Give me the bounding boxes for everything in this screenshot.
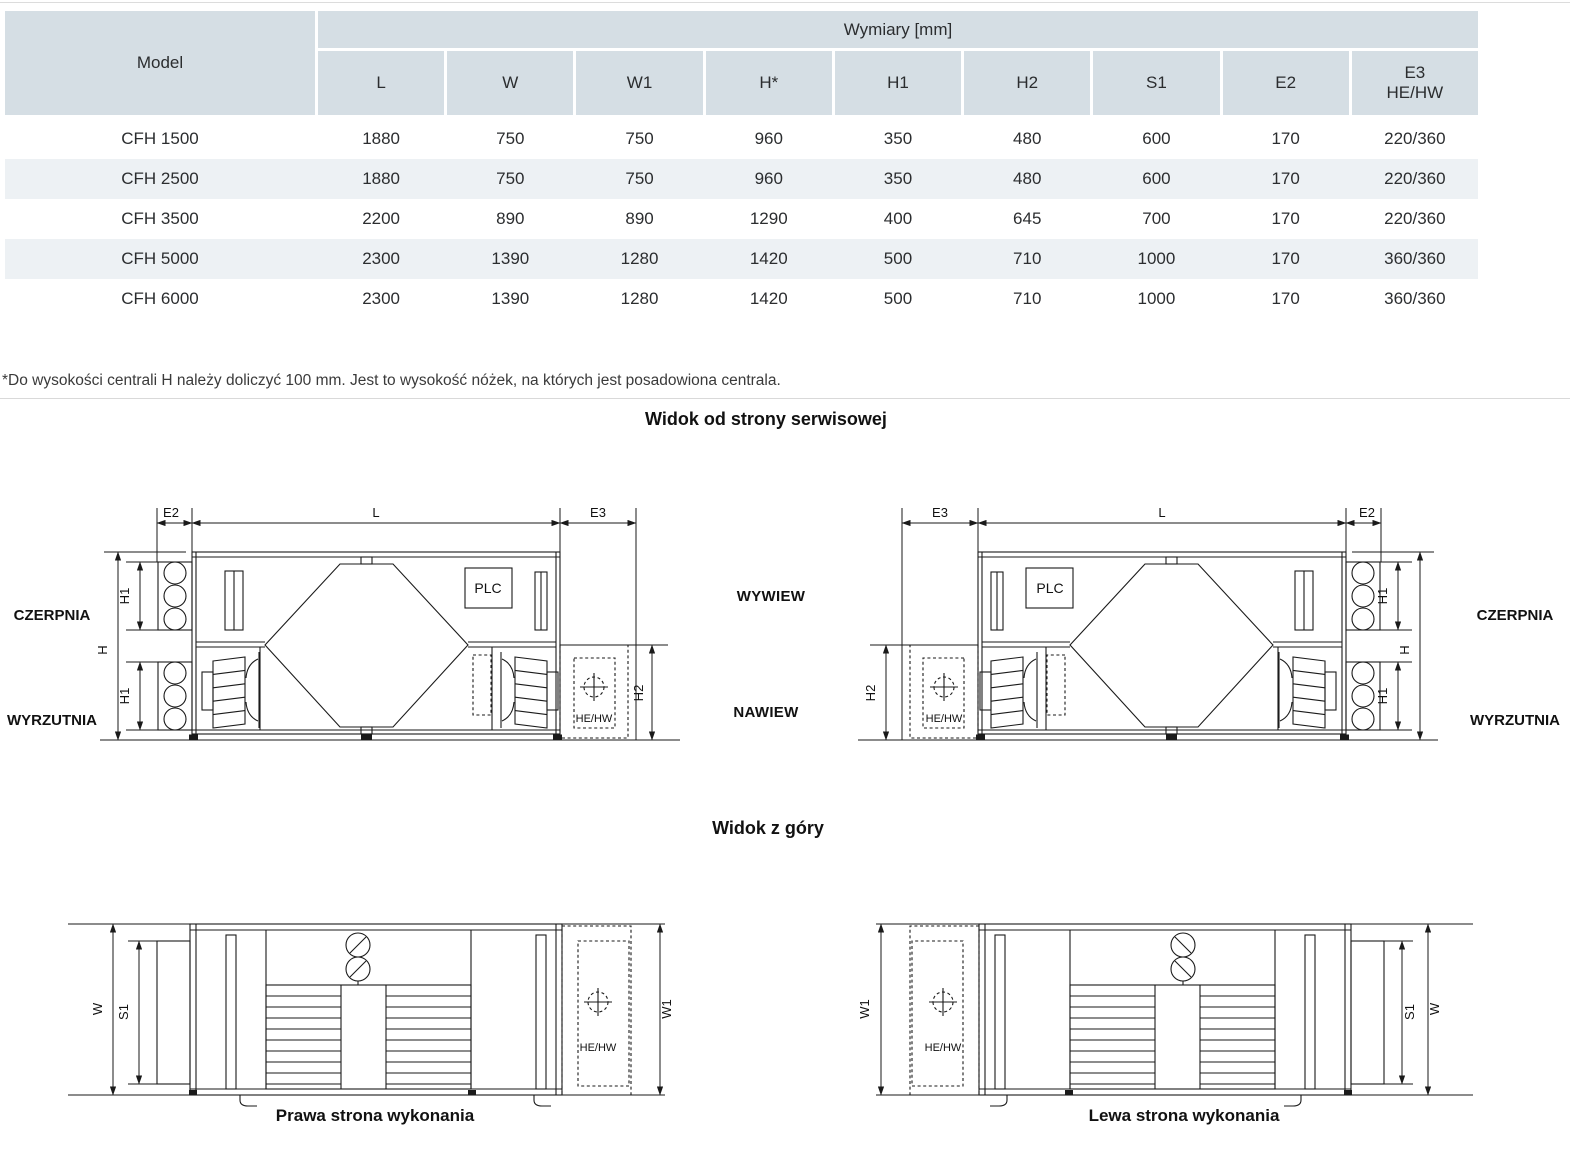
filter-left (225, 571, 243, 630)
top-view-title: Widok z góry (712, 818, 824, 838)
dim-label-l: L (1158, 505, 1166, 520)
cell: 1420 (749, 249, 788, 268)
service-view-title: Widok od strony serwisowej (645, 409, 887, 429)
top-view-right-version-drawing (40, 905, 700, 1105)
dim-label-e2: E2 (1359, 505, 1375, 520)
heat-exchanger-hex (265, 564, 468, 727)
dim-label-h2: H2 (863, 684, 878, 702)
hehw-label-top: HE/HW (579, 1042, 617, 1054)
cell: 1420 (749, 289, 788, 308)
cell: 750 (625, 169, 654, 188)
table-header (5, 11, 1478, 115)
service-view-right-version-drawing (0, 480, 700, 780)
cell: 480 (1013, 129, 1042, 148)
column-header-e2: E2 (1223, 51, 1349, 115)
cell: 1880 (362, 129, 401, 148)
column-header-w1: W1 (576, 51, 702, 115)
column-header-e3 (1352, 51, 1478, 115)
heat-exchanger-block (1070, 985, 1275, 1089)
column-header-h2: H2 (964, 51, 1090, 115)
cell: 2300 (362, 289, 401, 308)
column-header-s1: S1 (1093, 51, 1219, 115)
filter-zigzag-left (226, 935, 236, 1089)
hehw-label-top: HE/HW (924, 1042, 962, 1054)
table-row (5, 159, 1478, 199)
cell: 960 (754, 169, 783, 188)
table-row (5, 239, 1478, 279)
cell-model: CFH 5000 (121, 249, 199, 268)
cell: 480 (1013, 169, 1042, 188)
cell: 360/360 (1384, 289, 1446, 308)
unit-casing-top (979, 924, 1351, 1095)
footnote: *Do wysokości centrali H należy doliczyć 100 mm. Jest to wysokość nóżek, na których jest posadowiona centrala. (2, 372, 781, 389)
filter-zigzag-right (536, 935, 546, 1089)
fan-symbols (1171, 933, 1195, 985)
flow-label-wyrzutnia: WYRZUTNIA (7, 712, 97, 729)
cell: 750 (496, 169, 525, 188)
cell-model: CFH 2500 (121, 169, 199, 188)
flow-label-wywiew: WYWIEW (736, 588, 806, 605)
dim-label-h: H (95, 645, 110, 655)
cell: 960 (754, 129, 783, 148)
table-body (5, 119, 1478, 319)
flow-label-czerpnia: CZERPNIA (1476, 607, 1554, 624)
table-row (5, 279, 1478, 319)
ahu-top-artwork (68, 924, 665, 1106)
unit-casing-top (190, 924, 562, 1095)
fan-symbols (346, 933, 370, 985)
table-row (5, 119, 1478, 159)
cell: 1390 (491, 249, 530, 268)
cell: 890 (625, 209, 654, 228)
cell: 500 (883, 289, 913, 308)
cell: 710 (1013, 249, 1042, 268)
flow-label-czerpnia: CZERPNIA (13, 607, 91, 624)
cell: 220/360 (1384, 209, 1446, 228)
cell: 170 (1271, 249, 1300, 268)
hehw-label: HE/HW (575, 713, 613, 725)
cell: 170 (1271, 129, 1300, 148)
cell: 220/360 (1384, 129, 1446, 148)
cell-model: CFH 3500 (121, 209, 199, 228)
cell: 600 (1142, 169, 1171, 188)
cell: 1880 (362, 169, 401, 188)
cell: 170 (1271, 289, 1300, 308)
heater-zone-dashed-top (562, 926, 631, 1095)
cell: 1290 (749, 209, 788, 228)
dim-label-w: W (90, 1002, 105, 1016)
cell: 1390 (491, 289, 530, 308)
cell: 1000 (1137, 249, 1176, 268)
column-header-h1: H1 (835, 51, 961, 115)
dim-label-e2: E2 (163, 505, 179, 520)
cell: 1280 (620, 289, 659, 308)
ahu-service-artwork (100, 508, 680, 740)
dim-label-e3: E3 (932, 505, 948, 520)
flow-label-nawiew: NAWIEW (733, 704, 799, 721)
cell: 700 (1142, 209, 1171, 228)
caption-right-side: Prawa strona wykonania (275, 1106, 475, 1125)
cell: 2300 (362, 249, 401, 268)
connection-panel (1351, 941, 1384, 1084)
dim-label-h: H (1397, 645, 1412, 655)
filter-right (535, 572, 547, 630)
damper-box-upper (158, 562, 192, 630)
cell: 750 (496, 129, 525, 148)
fan-left (1279, 652, 1336, 728)
section-divider (0, 398, 1570, 399)
cell: 1280 (620, 249, 659, 268)
filter-left (1295, 571, 1313, 630)
dim-label-h1-lower: H1 (117, 687, 132, 705)
cell-model: CFH 1500 (121, 129, 199, 148)
cell: 350 (883, 129, 913, 148)
caption-left-side: Lewa strona wykonania (1088, 1106, 1280, 1125)
heat-exchanger-hex (1070, 564, 1273, 727)
door-handles (990, 1095, 1301, 1106)
cell-model: CFH 6000 (121, 289, 199, 308)
column-header-w: W (447, 51, 573, 115)
column-header-h: H* (706, 51, 832, 115)
cell: 1000 (1137, 289, 1176, 308)
dim-label-w1: W1 (659, 999, 674, 1019)
dim-label-h1-upper: H1 (1375, 587, 1390, 605)
heat-exchanger-block (266, 985, 471, 1089)
cell: 500 (883, 249, 913, 268)
heater-zone-dashed-top (910, 926, 979, 1095)
cell: 400 (883, 209, 913, 228)
dim-label-h1-lower: H1 (1375, 687, 1390, 705)
dim-label-s1: S1 (116, 1004, 131, 1020)
dim-label-l: L (372, 505, 380, 520)
dim-label-w: W (1427, 1002, 1442, 1016)
ahu-service-artwork (858, 508, 1438, 740)
hehw-label: HE/HW (925, 713, 963, 725)
top-view-left-version-drawing (841, 905, 1501, 1105)
dim-label-e3: E3 (590, 505, 606, 520)
plc-label: PLC (1036, 580, 1064, 596)
column-header-model: Model (5, 11, 315, 115)
connection-panel (157, 941, 190, 1084)
cell: 890 (496, 209, 525, 228)
dimensions-table (5, 11, 1478, 319)
cell: 220/360 (1384, 169, 1446, 188)
fan-right (473, 652, 558, 728)
column-header-e3-line2: HE/HW (1386, 83, 1444, 102)
column-group-header: Wymiary [mm] (318, 11, 1478, 48)
cell: 600 (1142, 129, 1171, 148)
column-header-l: L (318, 51, 444, 115)
table-row (5, 199, 1478, 239)
filter-zigzag-right (995, 935, 1005, 1089)
plc-label: PLC (474, 580, 502, 596)
dim-label-h2: H2 (631, 684, 646, 702)
cell: 350 (883, 169, 913, 188)
column-header-e3-line1: E3 (1404, 63, 1426, 82)
cell: 360/360 (1384, 249, 1446, 268)
door-handles (240, 1095, 551, 1106)
cell: 645 (1013, 209, 1042, 228)
fan-left (202, 652, 259, 728)
top-divider (0, 2, 1570, 3)
service-view-left-version-drawing (838, 480, 1560, 780)
cell: 2200 (362, 209, 401, 228)
ahu-top-artwork (876, 924, 1473, 1106)
dim-label-s1: S1 (1402, 1004, 1417, 1020)
dim-label-h1-upper: H1 (117, 587, 132, 605)
cell: 710 (1013, 289, 1042, 308)
dim-label-w1: W1 (857, 999, 872, 1019)
cell: 170 (1271, 169, 1300, 188)
cell: 750 (625, 129, 654, 148)
filter-right (991, 572, 1003, 630)
damper-box-lower (158, 662, 192, 730)
flow-label-wyrzutnia: WYRZUTNIA (1470, 712, 1560, 729)
fan-right (980, 652, 1065, 728)
cell: 170 (1271, 209, 1300, 228)
filter-zigzag-left (1305, 935, 1315, 1089)
